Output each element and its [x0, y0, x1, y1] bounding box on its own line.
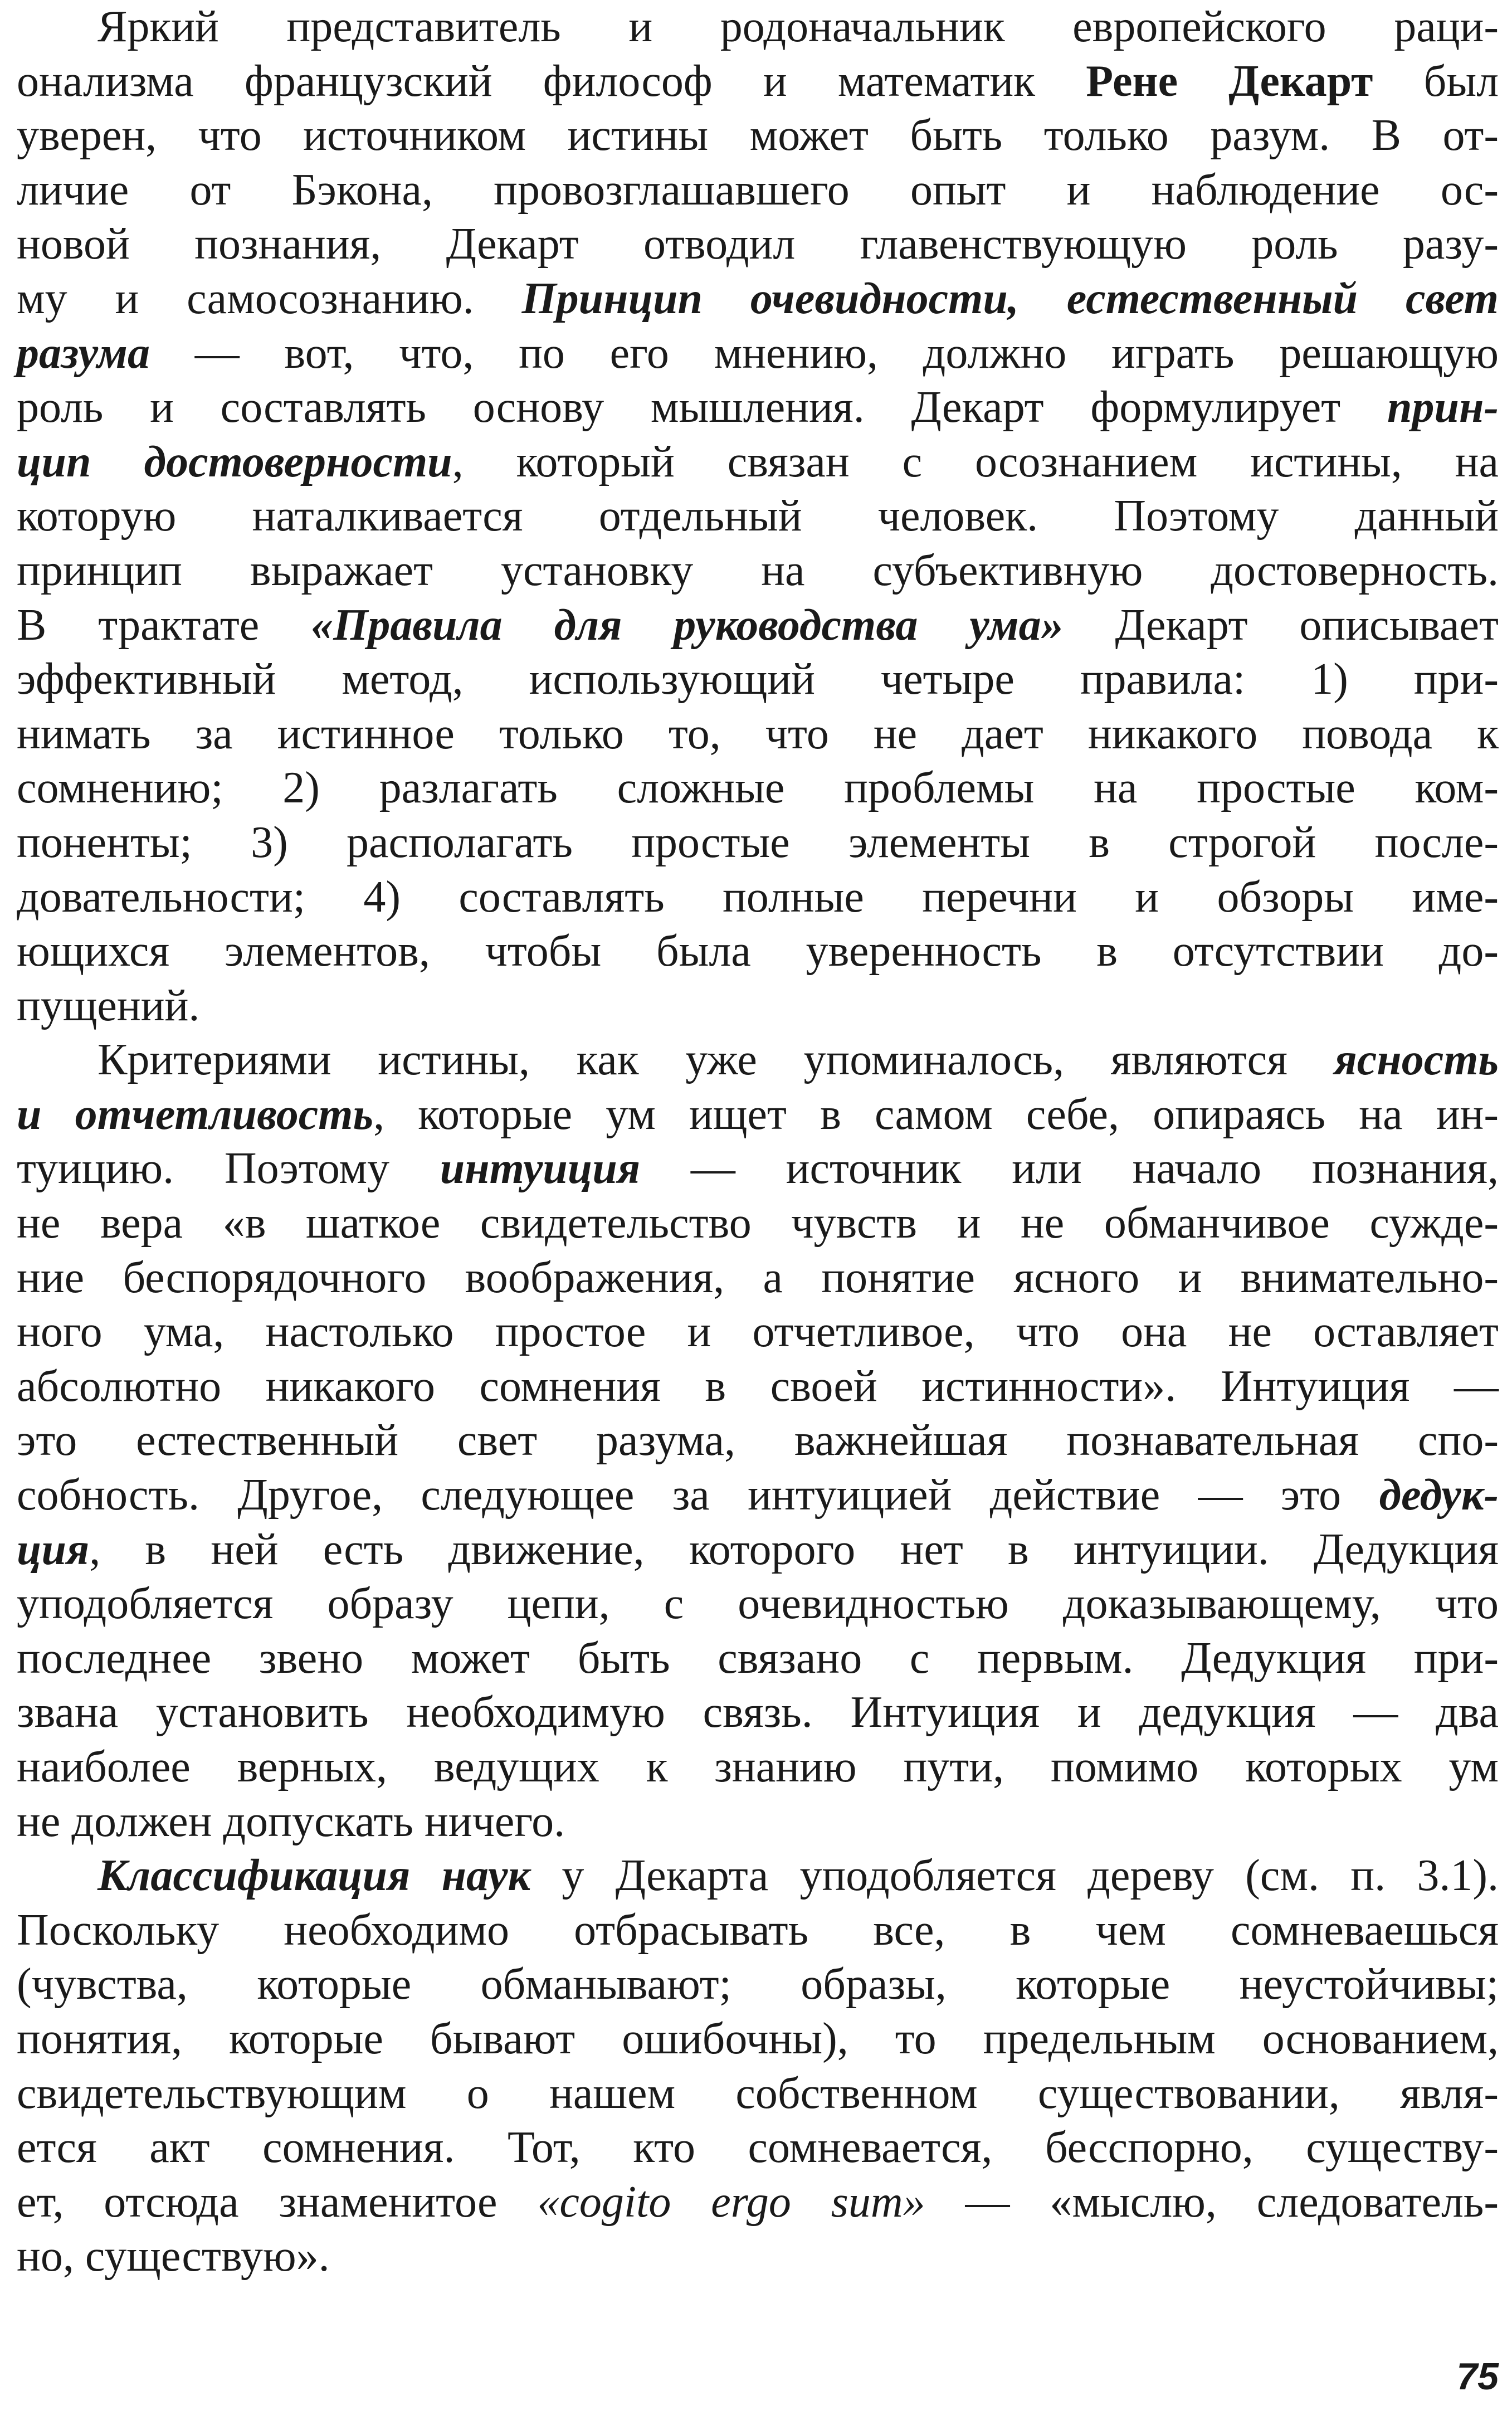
emphasized-text: Классификация наук	[97, 1851, 531, 1901]
text-run: был	[1373, 56, 1499, 106]
text-run: Декарт описывает	[1063, 600, 1499, 650]
page-number: 75	[1456, 2355, 1499, 2398]
text-run: ние беспорядочного воображения, а понятие ясного и внимательно-	[17, 1253, 1499, 1302]
emphasized-text: Принцип очевидности, естественный свет	[521, 274, 1499, 323]
text-run: , которые ум ищет в самом себе, опираясь на ин-	[373, 1089, 1499, 1139]
text-line	[17, 1142, 1499, 1196]
text-line	[17, 1903, 1499, 1958]
text-run: — «мыслю, следователь-	[925, 2177, 1499, 2227]
text-line	[17, 1088, 1499, 1142]
text-run: — источник или начало познания,	[640, 1144, 1499, 1194]
text-line	[17, 1632, 1499, 1686]
text-run: Яркий представитель и родоначальник европейского раци-	[97, 2, 1499, 51]
emphasized-text: прин-	[1387, 383, 1499, 432]
text-run: звана установить необходимую связь. Интуиция и дедукция — два	[17, 1688, 1499, 1737]
text-line	[17, 2012, 1499, 2067]
text-run: ного ума, настолько простое и отчетливое, что она не оставляет	[17, 1307, 1499, 1357]
text-run: довательности; 4) составлять полные перечни и обзоры име-	[17, 872, 1499, 922]
text-line	[17, 1686, 1499, 1740]
text-run: уверен, что источником истины может быть только разум. В от-	[17, 111, 1499, 160]
text-run: онализма французский философ и математик	[17, 56, 1086, 106]
text-line	[17, 2175, 1499, 2230]
text-line	[17, 381, 1499, 435]
text-run: это естественный свет разума, важнейшая познавательная спо-	[17, 1416, 1499, 1465]
text-line	[17, 1414, 1499, 1468]
text-run: , в ней есть движение, которого нет в интуиции. Дедукция	[89, 1525, 1499, 1574]
text-line	[17, 1360, 1499, 1414]
text-run: сомнению; 2) разлагать сложные проблемы на простые ком-	[17, 763, 1499, 813]
text-run: В трактате	[17, 600, 311, 650]
text-run: свидетельствующим о нашем собственном существовании, явля-	[17, 2068, 1499, 2118]
paragraph	[17, 1033, 1499, 1849]
document-page	[17, 0, 1499, 2425]
text-run: нимать за истинное только то, что не дает никакого повода к	[17, 709, 1499, 758]
text-run: пущений.	[17, 981, 200, 1030]
text-line	[17, 1305, 1499, 1360]
emphasized-text: ция	[17, 1525, 90, 1574]
text-run: последнее звено может быть связано с первым. Дедукция при-	[17, 1633, 1499, 1683]
text-line	[17, 435, 1499, 490]
emphasized-text: дедук-	[1379, 1470, 1499, 1520]
text-run: (чувства, которые обманывают; образы, которые неустойчивы;	[17, 1960, 1499, 2009]
text-run: уподобляется образу цепи, с очевидностью доказывающему, что	[17, 1579, 1499, 1629]
paragraph	[17, 1849, 1499, 2284]
text-line	[17, 761, 1499, 816]
body-text	[17, 0, 1499, 2284]
text-line	[17, 1795, 1499, 1849]
text-line	[17, 816, 1499, 870]
text-line	[17, 2229, 1499, 2284]
text-run: не вера «в шаткое свидетельство чувств и не обманчивое сужде-	[17, 1199, 1499, 1248]
text-run: ющихся элементов, чтобы была уверенность в отсутствии до-	[17, 927, 1499, 976]
text-run: , который связан с осознанием истины, на	[452, 437, 1499, 486]
text-run: — вот, что, по его мнению, должно играть решающую	[149, 328, 1499, 378]
text-line	[17, 652, 1499, 707]
text-line	[17, 707, 1499, 762]
text-run: новой познания, Декарт отводил главенствующую роль разу-	[17, 220, 1499, 269]
emphasized-text: ясность	[1334, 1035, 1499, 1085]
text-run: принцип выражает установку на субъективную достоверность.	[17, 546, 1499, 595]
text-line	[17, 272, 1499, 327]
text-run: у Декарта уподобляется дереву (см. п. 3.1).	[530, 1851, 1499, 1901]
paragraph	[17, 0, 1499, 1033]
text-line	[17, 2067, 1499, 2121]
text-line	[17, 1740, 1499, 1795]
text-run: туицию. Поэтому	[17, 1144, 440, 1194]
text-line	[17, 163, 1499, 218]
text-run: собность. Другое, следующее за интуицией действие — это	[17, 1470, 1379, 1520]
text-run: му и самосознанию.	[17, 274, 522, 323]
text-line	[17, 979, 1499, 1034]
text-run: Критериями истины, как уже упоминалось, являются	[97, 1035, 1334, 1085]
text-line	[17, 1957, 1499, 2012]
text-run: Поскольку необходимо отбрасывать все, в чем сомневаешься	[17, 1905, 1499, 1955]
text-run: личие от Бэкона, провозглашавшего опыт и наблюдение ос-	[17, 165, 1499, 215]
emphasized-text: «cogito ergo sum»	[537, 2177, 925, 2227]
text-line	[17, 1033, 1499, 1088]
emphasized-text: Рене Декарт	[1086, 56, 1373, 106]
text-line	[17, 924, 1499, 979]
text-line	[17, 217, 1499, 272]
emphasized-text: разума	[17, 328, 150, 378]
text-line	[17, 2121, 1499, 2175]
text-line	[17, 0, 1499, 55]
text-run: роль и составлять основу мышления. Декарт формулирует	[17, 383, 1387, 432]
text-line	[17, 55, 1499, 109]
text-line	[17, 489, 1499, 544]
text-run: эффективный метод, использующий четыре правила: 1) при-	[17, 655, 1499, 704]
text-run: понятия, которые бывают ошибочны), то предельным основанием,	[17, 2014, 1499, 2063]
emphasized-text: цип достоверности	[17, 437, 452, 486]
text-run: ется акт сомнения. Тот, кто сомневается, бесспорно, существу-	[17, 2123, 1499, 2173]
text-run: но, существую».	[17, 2232, 330, 2281]
text-line	[17, 598, 1499, 653]
text-run: которую наталкивается отдельный человек. Поэтому данный	[17, 491, 1499, 541]
text-run: поненты; 3) располагать простые элементы в строгой после-	[17, 817, 1499, 867]
emphasized-text: и отчетливость	[17, 1089, 374, 1139]
text-line	[17, 1523, 1499, 1577]
text-line	[17, 1577, 1499, 1632]
text-line	[17, 1468, 1499, 1523]
text-line	[17, 870, 1499, 925]
text-line	[17, 544, 1499, 598]
text-line	[17, 1196, 1499, 1251]
text-run: не должен допускать ничего.	[17, 1796, 565, 1846]
text-line	[17, 109, 1499, 163]
text-run: ет, отсюда знаменитое	[17, 2177, 538, 2227]
text-run: абсолютно никакого сомнения в своей истинности». Интуиция —	[17, 1361, 1499, 1411]
emphasized-text: «Правила для руководства ума»	[311, 600, 1064, 650]
text-line	[17, 1849, 1499, 1903]
text-run: наиболее верных, ведущих к знанию пути, помимо которых ум	[17, 1742, 1499, 1791]
text-line	[17, 1251, 1499, 1306]
emphasized-text: интуиция	[440, 1144, 641, 1194]
text-line	[17, 327, 1499, 381]
